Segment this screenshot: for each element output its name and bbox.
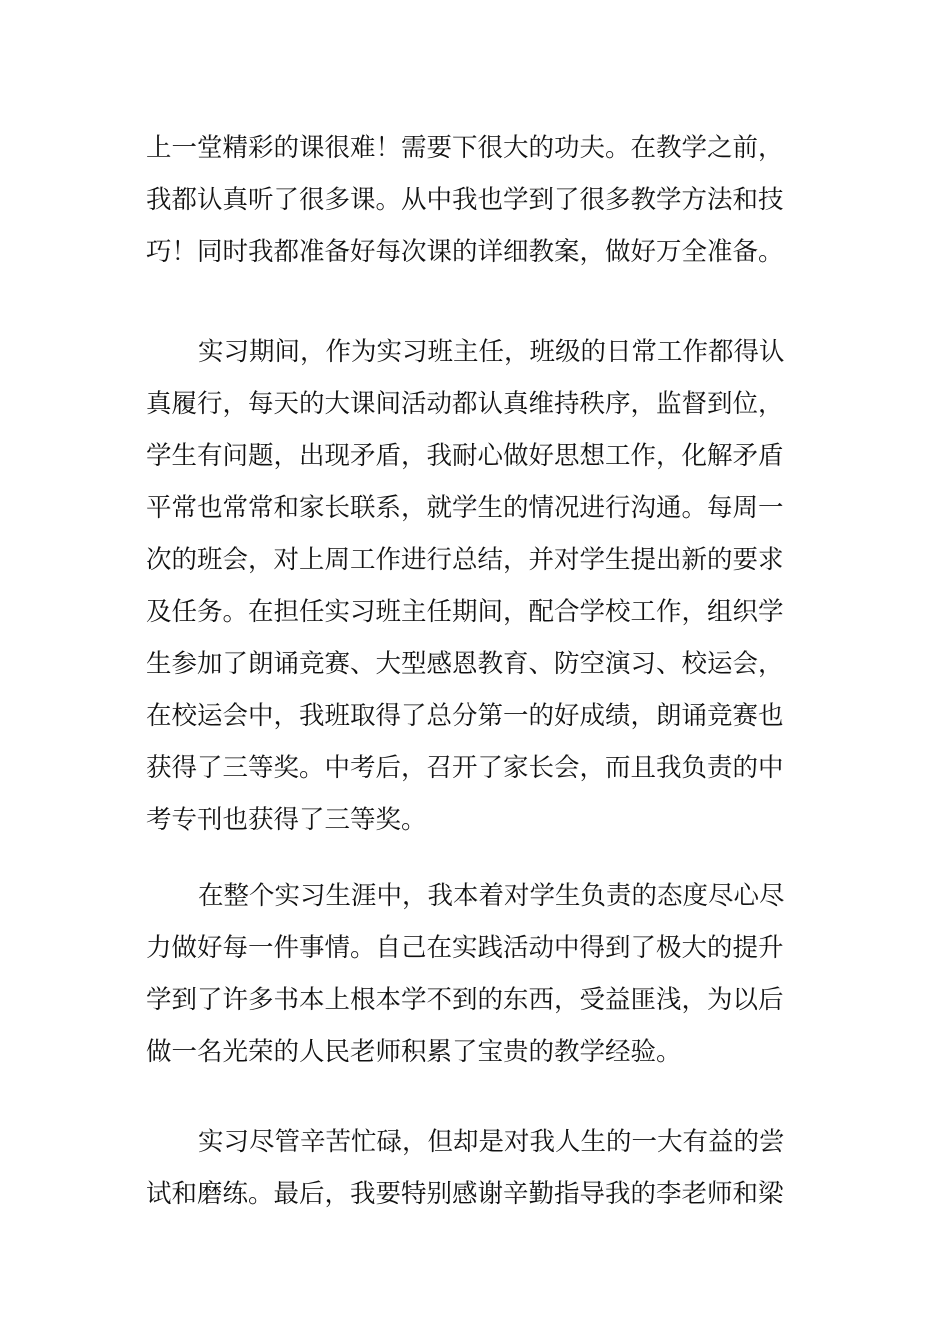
- paragraph-2-line-8: 在校运会中，我班取得了总分第一的好成绩，朗诵竞赛也: [146, 701, 784, 731]
- paragraph-2-line-6: 及任务。在担任实习班主任期间，配合学校工作，组织学: [146, 597, 784, 627]
- paragraph-2-line-2: 真履行，每天的大课间活动都认真维持秩序，监督到位，: [146, 389, 784, 419]
- paragraph-1-line-2: 我都认真听了很多课。从中我也学到了很多教学方法和技: [146, 185, 784, 215]
- paragraph-3-line-1: 在整个实习生涯中，我本着对学生负责的态度尽心尽: [198, 881, 785, 911]
- paragraph-2-line-1: 实习期间，作为实习班主任，班级的日常工作都得认: [198, 337, 785, 367]
- paragraph-4-line-2: 试和磨练。最后，我要特别感谢辛勤指导我的李老师和梁: [146, 1179, 784, 1209]
- paragraph-1-line-1: 上一堂精彩的课很难！需要下很大的功夫。在教学之前，: [146, 133, 784, 163]
- paragraph-2-line-4: 平常也常常和家长联系，就学生的情况进行沟通。每周一: [146, 493, 784, 523]
- paragraph-4-line-1: 实习尽管辛苦忙碌，但却是对我人生的一大有益的尝: [198, 1127, 785, 1157]
- paragraph-3-line-3: 学到了许多书本上根本学不到的东西，受益匪浅，为以后: [146, 985, 784, 1015]
- paragraph-2-line-9: 获得了三等奖。中考后，召开了家长会，而且我负责的中: [146, 753, 784, 783]
- paragraph-3-line-4: 做一名光荣的人民老师积累了宝贵的教学经验。: [146, 1037, 682, 1067]
- paragraph-2-line-7: 生参加了朗诵竞赛、大型感恩教育、防空演习、校运会，: [146, 649, 784, 679]
- paragraph-1-line-3: 巧！同时我都准备好每次课的详细教案，做好万全准备。: [146, 237, 784, 267]
- paragraph-2-line-3: 学生有问题，出现矛盾，我耐心做好思想工作，化解矛盾: [146, 441, 784, 471]
- paragraph-2-line-5: 次的班会，对上周工作进行总结，并对学生提出新的要求: [146, 545, 784, 575]
- paragraph-3-line-2: 力做好每一件事情。自己在实践活动中得到了极大的提升: [146, 933, 784, 963]
- paragraph-2-line-10: 考专刊也获得了三等奖。: [146, 805, 427, 835]
